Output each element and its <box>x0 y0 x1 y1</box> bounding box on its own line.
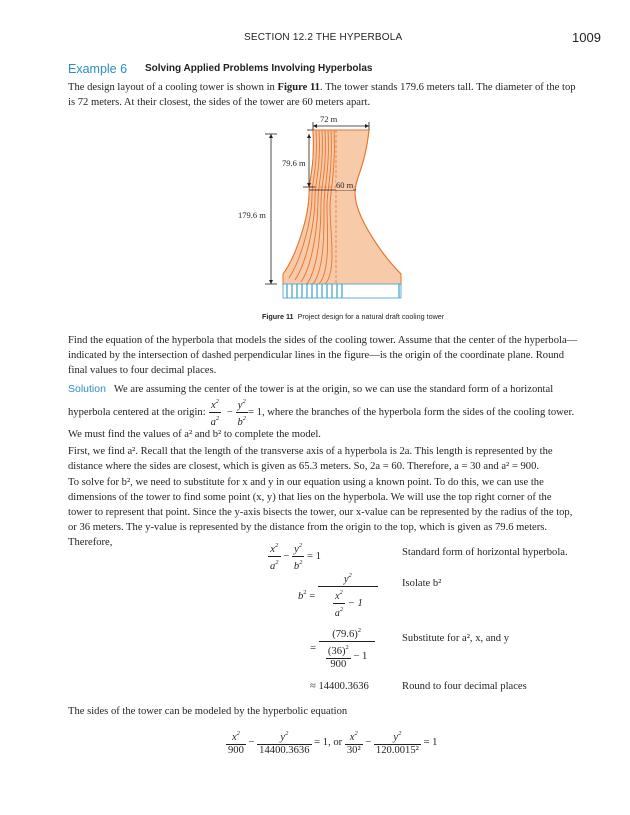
example-label: Example 6 <box>68 62 128 76</box>
step-1-equation: $\frac{x^2}{a^2}$ − $\frac{y^2}{b^2}$ = 1 <box>270 542 321 572</box>
total-height-label: 179.6 m <box>238 210 266 220</box>
step-2-note: Isolate b² <box>402 578 442 589</box>
step-4-note: Round to four decimal places <box>402 681 527 692</box>
problem-paragraph: Find the equation of the hyperbola that models the sides of the cooling tower. Assume that the center of the hyperbola—indicated by the intersection of dashed perpendicular lines in the figure—is the origin of the coordinate plane. Round final values to four decimal places. <box>68 335 578 376</box>
step-1-note: Standard form of horizontal hyperbola. <box>402 547 568 558</box>
figure-caption: Figure 11 Project design for a natural draft cooling tower <box>262 312 445 321</box>
final-equation: $\frac{x^2}{900}$ − $\frac{y^2}{14400.3636}$ = 1, or $\frac{x^2}{\text{30²}}$ − $\frac{y^2}{\text{120.0015²}}$ = 1 <box>228 730 438 756</box>
step-3-note: Substitute for a², x, and y <box>402 633 510 644</box>
solution-line-1: Solution We are assuming the center of the tower is at the origin, so we can use the standard form of a horizontal <box>68 383 554 395</box>
step-4-equation: ≈ 14400.3636 <box>310 681 369 692</box>
solution-label: Solution <box>68 383 106 395</box>
solution-line-2: hyperbola centered at the origin: $\frac{x^2}{a^2}$ − $\frac{y^2}{b^2}$ = 1, where the branches of the hyperbola form the sides of the cooling tower. <box>68 397 575 428</box>
cooling-tower-figure <box>225 108 425 308</box>
upper-height-label: 79.6 m <box>282 158 306 168</box>
conclusion-text: The sides of the tower can be modeled by the hyperbolic equation <box>68 706 348 717</box>
step-3-equation: = $(79.6)^2$ $\frac{(36)^2}{900}$ − 1 <box>310 625 375 671</box>
solve-b-paragraph: To solve for b², we need to substitute for x and y in our equation using a known point. To do this, we can use the dimensions of the tower to find some point (x, y) that lies on the hyperbola. We will use the top right corner of the tower to represent that point. Since the y-axis bisects the tower, our x-value can be represented by the radius of the top, or 36 meters. The y-value is represented by the distance from the origin to the top, which is given as 79.6 meters. Therefore, <box>68 477 573 548</box>
find-a-paragraph: First, we find a². Recall that the length of the transverse axis of a hyperbola is 2a. This length is represented by the distance where the sides are closest, which is given as 65.3 meters. So, 2a = 60. Therefore, a = 30 and a² = 900. <box>68 446 553 472</box>
solution-line-3: We must find the values of a² and b² to complete the model. <box>68 429 321 440</box>
tower-body <box>283 130 401 286</box>
intro-paragraph: The design layout of a cooling tower is shown in Figure 11. The tower stands 179.6 meters tall. The diameter of the top is 72 meters. At their closest, the sides of the tower are 60 meters apart. <box>68 82 576 108</box>
running-header: SECTION 12.2 THE HYPERBOLA <box>244 32 403 43</box>
example-title: Solving Applied Problems Involving Hyperbolas <box>145 63 373 74</box>
top-width-label: 72 m <box>320 114 338 124</box>
figure-reference: Figure 11 <box>277 82 320 93</box>
page-number: 1009 <box>572 30 601 45</box>
narrowest-width-label: 60 m <box>336 180 354 190</box>
step-2-equation: $b^2$ = $y^2$ $\frac{x^2}{a^2}$ − 1 <box>298 570 378 620</box>
